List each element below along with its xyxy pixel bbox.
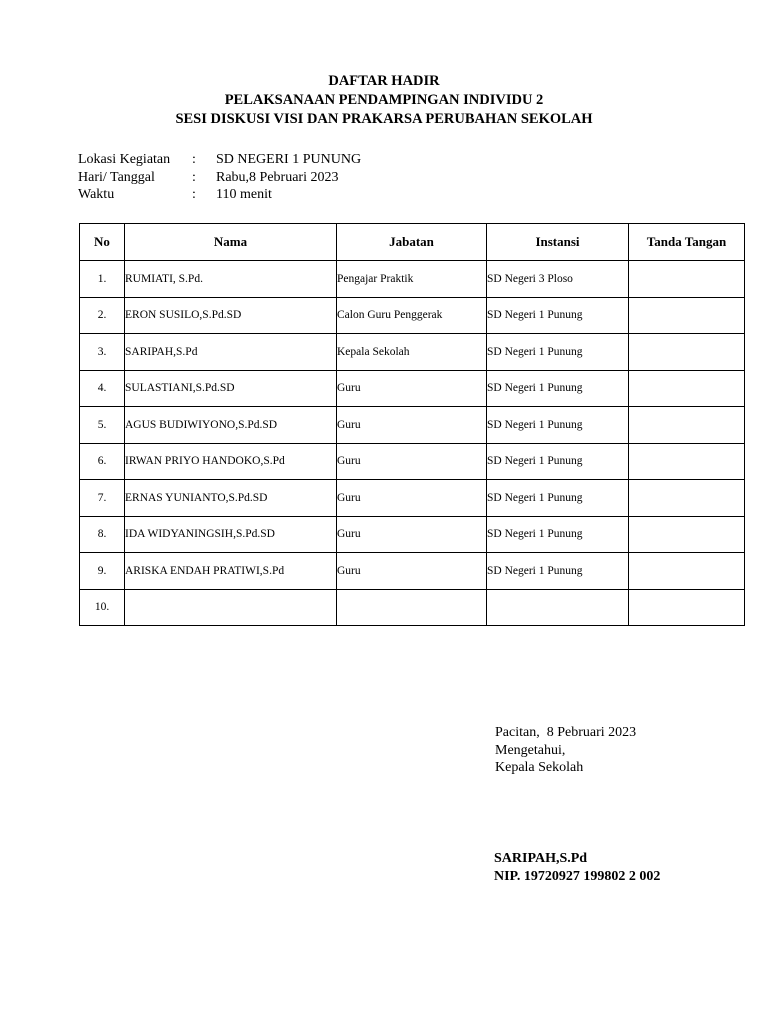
date-value: Rabu,8 Pebruari 2023 bbox=[216, 169, 339, 185]
sign-place-date: Pacitan, 8 Pebruari 2023 bbox=[495, 725, 637, 740]
table-row bbox=[80, 516, 745, 553]
cell-jabatan: Guru bbox=[337, 480, 487, 517]
cell-nama: IDA WIDYANINGSIH,S.Pd.SD bbox=[125, 516, 337, 553]
location-separator: : bbox=[192, 152, 196, 167]
cell-jabatan: Guru bbox=[337, 516, 487, 553]
cell-jabatan: Calon Guru Penggerak bbox=[337, 297, 487, 334]
cell-jabatan: Guru bbox=[337, 443, 487, 480]
cell-no: 6. bbox=[80, 443, 125, 480]
cell-nama: ARISKA ENDAH PRATIWI,S.Pd bbox=[125, 553, 337, 590]
header-nama: Nama bbox=[125, 224, 337, 261]
event-info bbox=[78, 151, 361, 204]
cell-instansi: SD Negeri 1 Punung bbox=[487, 297, 629, 334]
date-label: Hari/ Tanggal bbox=[78, 169, 155, 185]
cell-signature bbox=[629, 516, 745, 553]
cell-no: 9. bbox=[80, 553, 125, 590]
time-value: 110 menit bbox=[216, 187, 272, 202]
cell-jabatan: Pengajar Praktik bbox=[337, 261, 487, 298]
cell-jabatan: Guru bbox=[337, 553, 487, 590]
cell-jabatan bbox=[337, 589, 487, 626]
signer-nip: NIP. 19720927 199802 2 002 bbox=[494, 869, 661, 884]
document-subtitle: PELAKSANAAN PENDAMPINGAN INDIVIDU 2 bbox=[224, 92, 544, 108]
info-row-location bbox=[78, 151, 361, 169]
cell-nama: IRWAN PRIYO HANDOKO,S.Pd bbox=[125, 443, 337, 480]
document-header bbox=[0, 72, 768, 129]
cell-no: 7. bbox=[80, 480, 125, 517]
cell-no: 8. bbox=[80, 516, 125, 553]
cell-instansi bbox=[487, 589, 629, 626]
cell-signature bbox=[629, 480, 745, 517]
table-row bbox=[80, 443, 745, 480]
time-label: Waktu bbox=[78, 187, 115, 202]
info-row-date bbox=[78, 169, 361, 187]
table-header-row bbox=[80, 224, 745, 261]
cell-signature bbox=[629, 443, 745, 480]
header-tanda-tangan: Tanda Tangan bbox=[629, 224, 745, 261]
cell-no: 3. bbox=[80, 334, 125, 371]
header-no: No bbox=[80, 224, 125, 261]
cell-nama: ERNAS YUNIANTO,S.Pd.SD bbox=[125, 480, 337, 517]
attendance-table bbox=[79, 223, 745, 626]
cell-no: 4. bbox=[80, 370, 125, 407]
table-row bbox=[80, 261, 745, 298]
cell-no: 2. bbox=[80, 297, 125, 334]
cell-instansi: SD Negeri 1 Punung bbox=[487, 407, 629, 444]
info-row-time bbox=[78, 186, 361, 204]
cell-signature bbox=[629, 297, 745, 334]
document-title: DAFTAR HADIR bbox=[328, 73, 440, 89]
cell-jabatan: Kepala Sekolah bbox=[337, 334, 487, 371]
header-jabatan: Jabatan bbox=[337, 224, 487, 261]
cell-signature bbox=[629, 589, 745, 626]
signer-block bbox=[494, 850, 660, 886]
table-row bbox=[80, 407, 745, 444]
table-row bbox=[80, 334, 745, 371]
cell-nama: AGUS BUDIWIYONO,S.Pd.SD bbox=[125, 407, 337, 444]
cell-instansi: SD Negeri 1 Punung bbox=[487, 553, 629, 590]
cell-instansi: SD Negeri 3 Ploso bbox=[487, 261, 629, 298]
document-session: SESI DISKUSI VISI DAN PRAKARSA PERUBAHAN SEKOLAH bbox=[175, 111, 593, 127]
cell-signature bbox=[629, 261, 745, 298]
cell-nama: SARIPAH,S.Pd bbox=[125, 334, 337, 371]
header-instansi: Instansi bbox=[487, 224, 629, 261]
table-row bbox=[80, 297, 745, 334]
location-label: Lokasi Kegiatan bbox=[78, 152, 171, 167]
cell-no: 10. bbox=[80, 589, 125, 626]
cell-instansi: SD Negeri 1 Punung bbox=[487, 370, 629, 407]
cell-signature bbox=[629, 370, 745, 407]
table-row bbox=[80, 480, 745, 517]
sign-position: Kepala Sekolah bbox=[495, 760, 584, 775]
signer-name: SARIPAH,S.Pd bbox=[494, 851, 588, 866]
table-row bbox=[80, 553, 745, 590]
cell-signature bbox=[629, 553, 745, 590]
location-value: SD NEGERI 1 PUNUNG bbox=[216, 152, 362, 167]
cell-instansi: SD Negeri 1 Punung bbox=[487, 443, 629, 480]
cell-instansi: SD Negeri 1 Punung bbox=[487, 480, 629, 517]
cell-nama: ERON SUSILO,S.Pd.SD bbox=[125, 297, 337, 334]
date-separator: : bbox=[192, 169, 196, 185]
cell-jabatan: Guru bbox=[337, 407, 487, 444]
time-separator: : bbox=[192, 187, 196, 202]
cell-instansi: SD Negeri 1 Punung bbox=[487, 516, 629, 553]
cell-nama: RUMIATI, S.Pd. bbox=[125, 261, 337, 298]
table-row bbox=[80, 589, 745, 626]
cell-signature bbox=[629, 334, 745, 371]
cell-no: 1. bbox=[80, 261, 125, 298]
cell-instansi: SD Negeri 1 Punung bbox=[487, 334, 629, 371]
cell-signature bbox=[629, 407, 745, 444]
cell-nama: SULASTIANI,S.Pd.SD bbox=[125, 370, 337, 407]
table-row bbox=[80, 370, 745, 407]
signature-block bbox=[495, 724, 636, 777]
cell-no: 5. bbox=[80, 407, 125, 444]
cell-nama bbox=[125, 589, 337, 626]
sign-acknowledged: Mengetahui, bbox=[495, 742, 566, 758]
cell-jabatan: Guru bbox=[337, 370, 487, 407]
